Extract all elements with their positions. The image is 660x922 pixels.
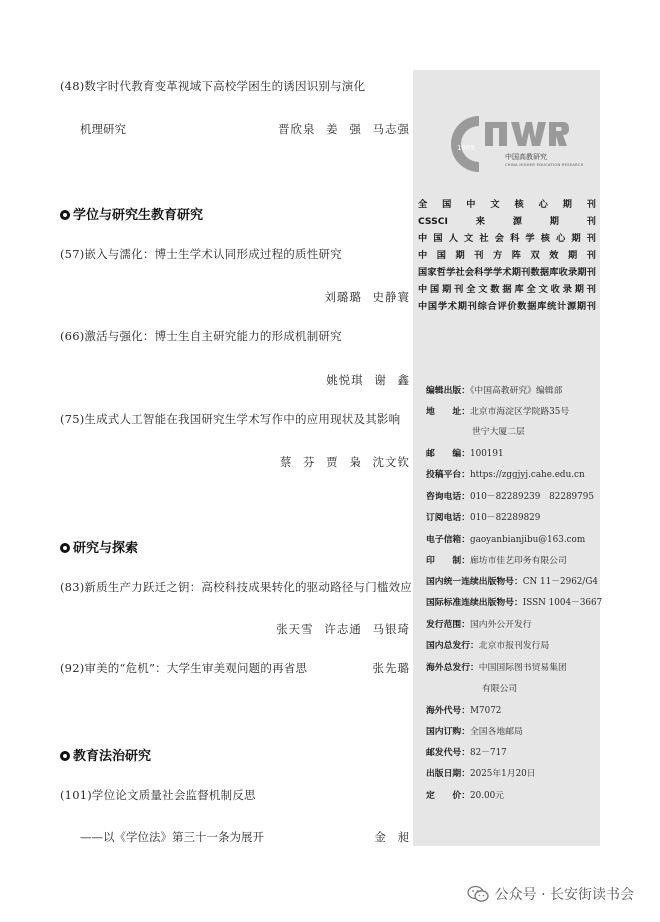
entry-57-title[interactable]: (57)嵌入与濡化：博士生学术认同形成过程的质性研究 <box>60 247 342 261</box>
info-overseas-distribution: 海外总发行：中国国际图书贸易集团 <box>426 663 567 673</box>
info-overseas-code: 海外代号：M7072 <box>426 706 502 716</box>
info-cn-number: 国内统一连续出版物号：CN 11－2962/G4 <box>426 577 598 587</box>
info-editor: 编辑出版：《中国高教研究》编辑部 <box>426 386 563 396</box>
entry-48-title[interactable]: (48)数字时代教育变革视域下高校学困生的诱因识别与演化 <box>60 79 366 93</box>
entry-75-authors: 蔡 芬 贾 枭 沈文钦 <box>279 455 410 469</box>
entry-48-continuation: 机理研究 <box>80 122 126 136</box>
info-postcode: 邮 编：100191 <box>426 449 504 459</box>
info-email: 电子信箱：gaoyanbianjibu@163.com <box>426 535 586 545</box>
index-line: 中国学术期刊综合评价数据库统计源期刊 <box>418 301 596 312</box>
section-bullet-icon <box>60 210 70 220</box>
info-domestic-order: 国内订购：全国各地邮局 <box>426 727 523 737</box>
info-overseas-distribution-line2: 有限公司 <box>482 684 518 694</box>
entry-83-authors: 张天雪 许志通 马银琦 <box>276 622 410 636</box>
entry-101-continuation: ——以《学位法》第三十一条为展开 <box>80 830 264 844</box>
logo-chinese-name: 中国高教研究 <box>505 153 547 161</box>
entry-66-title[interactable]: (66)激活与强化：博士生自主研究能力的形成机制研究 <box>60 329 342 343</box>
info-domestic-distribution: 国内总发行：北京市报刊发行局 <box>426 641 550 651</box>
info-address-line2: 世宁大厦二层 <box>472 427 525 437</box>
entry-101-title[interactable]: (101)学位论文质量社会监督机制反思 <box>60 788 256 802</box>
entry-101-authors: 金 昶 <box>374 830 410 844</box>
index-listing <box>418 196 596 315</box>
logo-year-text: 1985 <box>457 144 475 152</box>
section-heading-research: 研究与探索 <box>60 537 138 556</box>
info-price: 定 价：20.00元 <box>426 791 504 801</box>
email-link[interactable]: gaoyanbianjibu@163.com <box>470 535 586 545</box>
watermark-text: 公众号 · 长安街读书会 <box>494 887 634 903</box>
index-line: 中国期刊方阵双效期刊 <box>418 250 596 261</box>
index-line: 中国期刊全文数据库全文收录期刊 <box>418 284 596 295</box>
index-line: CSSCI来源期刊 <box>418 216 596 227</box>
entry-92-authors: 张先璐 <box>372 661 410 675</box>
info-consult-phone: 咨询电话：010－82289239 82289795 <box>426 492 594 502</box>
index-line: 中国人文社会科学核心期刊 <box>418 233 596 244</box>
entry-48-authors: 晋欣泉 姜 强 马志强 <box>278 122 410 136</box>
section-heading-graduate: 学位与研究生教育研究 <box>60 204 203 223</box>
index-line: 国家哲学社会科学学术期刊数据库收录期刊 <box>418 267 596 278</box>
info-postal-code: 邮发代号：82－717 <box>426 748 507 758</box>
wechat-watermark <box>467 884 634 904</box>
entry-57-authors: 刘璐璐 史静寰 <box>324 290 410 304</box>
section-heading-law: 教育法治研究 <box>60 745 151 764</box>
info-subscribe-phone: 订阅电话：010－82289829 <box>426 513 541 523</box>
info-publish-date: 出版日期：2025年1月20日 <box>426 769 536 779</box>
info-address: 地 址：北京市海淀区学院路35号 <box>426 407 570 417</box>
info-printer: 印 制：廊坊市佳艺印务有限公司 <box>426 556 567 566</box>
info-platform: 投稿平台：https://zggjyj.cahe.edu.cn <box>426 470 585 480</box>
entry-66-authors: 姚悦琪 谢 鑫 <box>326 373 410 387</box>
index-line: 全国中文核心期刊 <box>418 199 596 210</box>
entry-92-title[interactable]: (92)审美的“危机”：大学生审美观问题的再省思 <box>60 661 308 675</box>
submission-link[interactable]: https://zggjyj.cahe.edu.cn <box>470 470 585 480</box>
info-issn: 国际标准连续出版物号：ISSN 1004－3667 <box>426 598 603 608</box>
info-scope: 发行范围：国内外公开发行 <box>426 620 532 630</box>
logo-english-name: CHINA HIGHER EDUCATION RESEARCH <box>505 163 584 167</box>
section-bullet-icon <box>60 751 70 761</box>
entry-75-title[interactable]: (75)生成式人工智能在我国研究生学术写作中的应用现状及其影响 <box>60 412 401 426</box>
wechat-icon <box>467 885 489 903</box>
journal-logo <box>445 108 569 178</box>
entry-83-title[interactable]: (83)新质生产力跃迁之钥：高校科技成果转化的驱动路径与门槛效应 <box>60 580 413 594</box>
section-bullet-icon <box>60 543 70 553</box>
